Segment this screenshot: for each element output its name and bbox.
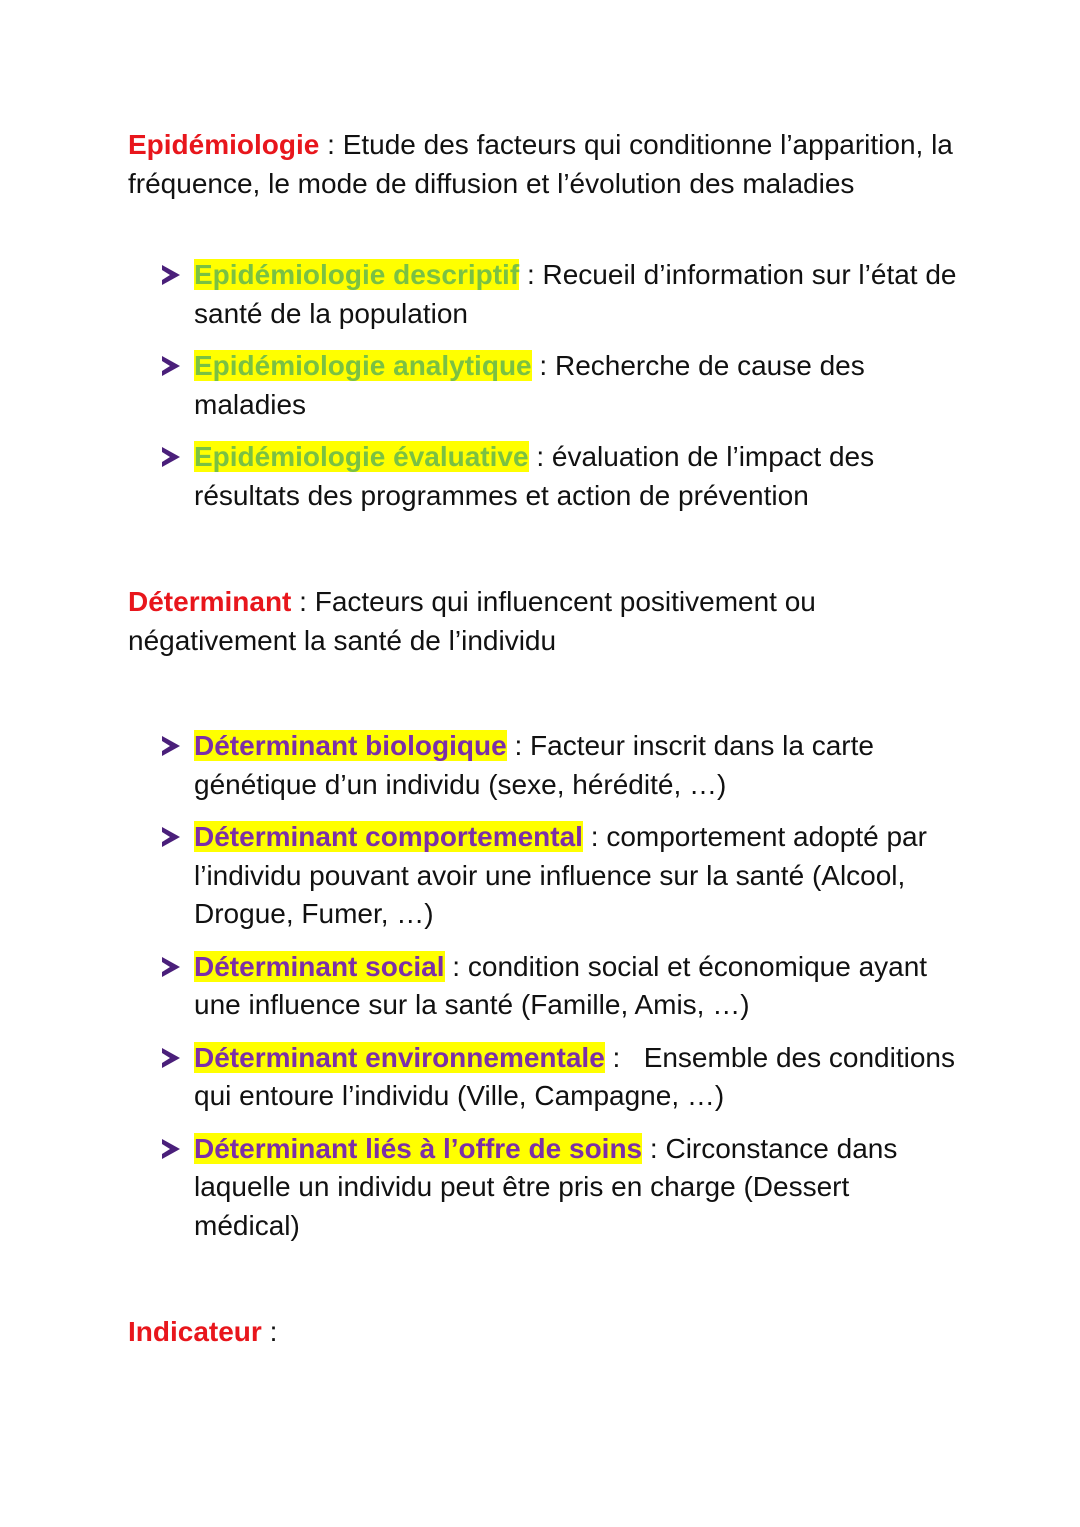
- determinant-list: [160, 727, 960, 1259]
- item-sep: :: [582, 821, 607, 852]
- item-term: Déterminant biologique: [194, 730, 507, 761]
- item-text: Recueil d’information sur l’état de santé de la population: [194, 259, 957, 329]
- list-item: [160, 347, 960, 424]
- item-text: comportement adopté par l’individu pouvant avoir une influence sur la santé (Alcool, Drogue, Fumer, …): [194, 821, 927, 929]
- list-item: [160, 818, 960, 934]
- term-determinant: Déterminant: [128, 586, 292, 617]
- item-term: Déterminant social: [194, 950, 445, 982]
- arrowhead-bullet-icon: [162, 265, 180, 285]
- item-term: Déterminant comportemental: [194, 821, 583, 852]
- definition-text: : Etude des facteurs qui conditionne l’apparition, la fréquence, le mode de diffusion et l’évolution des maladies: [128, 129, 953, 199]
- arrowhead-bullet-icon: [162, 957, 180, 977]
- arrowhead-bullet-icon: [162, 736, 180, 756]
- arrowhead-bullet-icon: [162, 356, 180, 376]
- arrowhead-bullet-icon: [162, 1139, 180, 1159]
- item-term: Déterminant liés à l’offre de soins: [194, 1132, 643, 1164]
- item-text: Ensemble des conditions qui entoure l’individu (Ville, Campagne, …): [194, 1041, 955, 1111]
- list-item: [160, 1039, 960, 1116]
- term-epidemiologie: Epidémiologie: [128, 129, 320, 160]
- list-item: [160, 1130, 960, 1246]
- arrowhead-bullet-icon: [162, 1048, 180, 1068]
- item-sep: :: [444, 950, 468, 982]
- list-item: [160, 727, 960, 804]
- list-item: [160, 256, 960, 333]
- term-indicateur: Indicateur: [128, 1316, 262, 1347]
- epidemiologie-list: [160, 256, 960, 529]
- item-text: évaluation de l’impact des résultats des programmes et action de prévention: [194, 441, 875, 511]
- definition-text: :: [261, 1316, 278, 1347]
- arrowhead-bullet-icon: [162, 447, 180, 467]
- item-term: Déterminant environnementale: [194, 1041, 605, 1073]
- list-item: [160, 438, 960, 515]
- item-sep: :: [528, 441, 552, 472]
- item-text: Recherche de cause des maladies: [194, 350, 865, 420]
- list-item: [160, 948, 960, 1025]
- arrowhead-bullet-icon: [162, 827, 180, 847]
- definition-determinant: [128, 583, 958, 660]
- item-sep: :: [531, 350, 555, 381]
- definition-epidemiologie: [128, 126, 958, 203]
- definition-text: : Facteurs qui influencent positivement ou négativement la santé de l’individu: [128, 586, 816, 656]
- item-term: Epidémiologie descriptif: [194, 259, 520, 290]
- item-term: Epidémiologie analytique: [194, 350, 532, 381]
- item-text: condition social et économique ayant une influence sur la santé (Famille, Amis, …): [194, 950, 928, 1020]
- item-text: Circonstance dans laquelle un individu peut être pris en charge (Dessert médical): [194, 1132, 898, 1241]
- item-sep: :: [519, 259, 543, 290]
- item-sep: :: [604, 1041, 644, 1073]
- item-text: Facteur inscrit dans la carte génétique d’un individu (sexe, hérédité, …): [194, 730, 874, 800]
- definition-indicateur: [128, 1313, 958, 1352]
- item-sep: :: [506, 730, 531, 761]
- item-term: Epidémiologie évaluative: [194, 441, 529, 472]
- item-sep: :: [642, 1132, 666, 1164]
